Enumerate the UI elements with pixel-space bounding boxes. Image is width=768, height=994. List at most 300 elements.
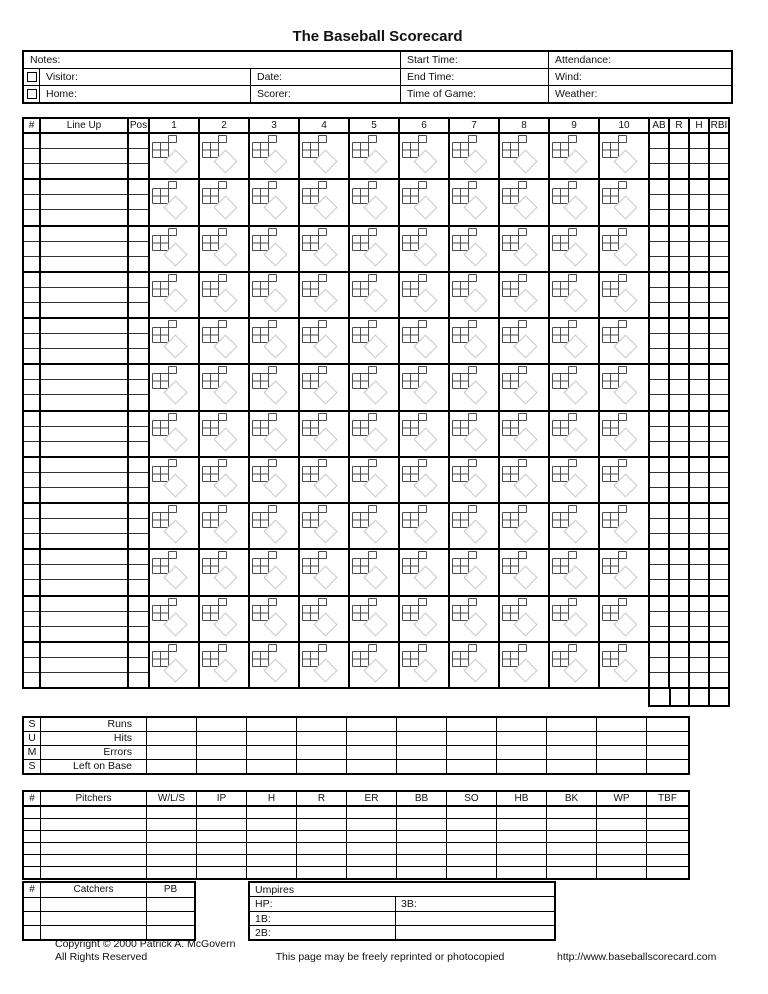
- stat-subcell[interactable]: [670, 657, 688, 672]
- inning-scoring-cell[interactable]: [398, 504, 448, 548]
- inning-scoring-cell[interactable]: [548, 134, 598, 178]
- inning-scoring-cell[interactable]: [248, 273, 298, 317]
- lineup-number-subcell[interactable]: [24, 209, 39, 224]
- inning-scoring-cell[interactable]: [348, 504, 398, 548]
- stat-subcell[interactable]: [650, 564, 668, 579]
- visitor-team-field[interactable]: Visitor:: [39, 69, 250, 85]
- stat-subcell[interactable]: [710, 134, 728, 148]
- sums-value-cell[interactable]: [146, 746, 196, 759]
- stat-subcell[interactable]: [670, 302, 688, 317]
- position-subcell[interactable]: [129, 550, 148, 564]
- sums-value-cell[interactable]: [346, 732, 396, 745]
- pitcher-number-cell[interactable]: [24, 855, 40, 866]
- umpire-1b-field[interactable]: 1B:: [255, 912, 271, 925]
- lineup-number-subcell[interactable]: [24, 227, 39, 241]
- umpire-3b-field[interactable]: 3B:: [395, 897, 554, 910]
- stat-subcell[interactable]: [690, 643, 708, 657]
- stat-subcell[interactable]: [690, 148, 708, 163]
- sums-value-cell[interactable]: [196, 732, 246, 745]
- stat-subcell[interactable]: [650, 611, 668, 626]
- inning-scoring-cell[interactable]: [298, 227, 348, 271]
- stat-subcell[interactable]: [650, 472, 668, 487]
- pitcher-stat-cell[interactable]: [346, 855, 396, 866]
- lineup-name-subcell[interactable]: [41, 611, 127, 626]
- lineup-number-subcell[interactable]: [24, 273, 39, 287]
- stat-subcell[interactable]: [710, 227, 728, 241]
- position-subcell[interactable]: [129, 148, 148, 163]
- stat-subcell[interactable]: [710, 550, 728, 564]
- inning-scoring-cell[interactable]: [498, 273, 548, 317]
- pitcher-stat-cell[interactable]: [646, 843, 688, 854]
- pitcher-stat-cell[interactable]: [196, 807, 246, 818]
- sums-value-cell[interactable]: [246, 746, 296, 759]
- lineup-name-subcell[interactable]: [41, 504, 127, 518]
- lineup-name-subcell[interactable]: [41, 163, 127, 178]
- pitcher-stat-cell[interactable]: [546, 867, 596, 878]
- stat-subcell[interactable]: [670, 209, 688, 224]
- lineup-number-subcell[interactable]: [24, 319, 39, 333]
- stat-subcell[interactable]: [670, 626, 688, 641]
- inning-scoring-cell[interactable]: [548, 180, 598, 224]
- stat-subcell[interactable]: [650, 394, 668, 409]
- position-subcell[interactable]: [129, 194, 148, 209]
- stat-subcell[interactable]: [710, 379, 728, 394]
- pitcher-stat-cell[interactable]: [596, 855, 646, 866]
- inning-scoring-cell[interactable]: [448, 412, 498, 456]
- pitcher-stat-cell[interactable]: [396, 855, 446, 866]
- inning-scoring-cell[interactable]: [448, 597, 498, 641]
- umpire-2b-field[interactable]: 2B:: [255, 926, 271, 939]
- stat-subcell[interactable]: [710, 256, 728, 271]
- stat-subcell[interactable]: [650, 579, 668, 594]
- inning-scoring-cell[interactable]: [498, 365, 548, 409]
- home-checkbox[interactable]: [27, 89, 37, 99]
- inning-scoring-cell[interactable]: [348, 643, 398, 687]
- lineup-number-subcell[interactable]: [24, 564, 39, 579]
- inning-scoring-cell[interactable]: [598, 180, 648, 224]
- inning-scoring-cell[interactable]: [548, 412, 598, 456]
- lineup-number-subcell[interactable]: [24, 611, 39, 626]
- pitcher-number-cell[interactable]: [24, 807, 40, 818]
- stat-subcell[interactable]: [670, 194, 688, 209]
- stat-subcell[interactable]: [650, 333, 668, 348]
- inning-scoring-cell[interactable]: [298, 550, 348, 594]
- inning-scoring-cell[interactable]: [248, 504, 298, 548]
- stat-subcell[interactable]: [690, 611, 708, 626]
- stat-subcell[interactable]: [690, 533, 708, 548]
- stat-subcell[interactable]: [650, 504, 668, 518]
- inning-scoring-cell[interactable]: [498, 180, 548, 224]
- inning-scoring-cell[interactable]: [398, 458, 448, 502]
- sums-value-cell[interactable]: [296, 760, 346, 773]
- sums-value-cell[interactable]: [496, 746, 546, 759]
- pitcher-stat-cell[interactable]: [146, 867, 196, 878]
- lineup-name-subcell[interactable]: [41, 518, 127, 533]
- lineup-number-subcell[interactable]: [24, 348, 39, 363]
- stat-subcell[interactable]: [690, 163, 708, 178]
- position-subcell[interactable]: [129, 672, 148, 687]
- lineup-name-subcell[interactable]: [41, 287, 127, 302]
- stat-subcell[interactable]: [650, 487, 668, 502]
- inning-scoring-cell[interactable]: [198, 319, 248, 363]
- lineup-name-subcell[interactable]: [41, 564, 127, 579]
- sums-value-cell[interactable]: [646, 718, 688, 731]
- inning-scoring-cell[interactable]: [498, 134, 548, 178]
- lineup-number-subcell[interactable]: [24, 487, 39, 502]
- sums-value-cell[interactable]: [346, 760, 396, 773]
- stat-subcell[interactable]: [690, 379, 708, 394]
- stat-subcell[interactable]: [690, 287, 708, 302]
- lineup-name-subcell[interactable]: [41, 379, 127, 394]
- inning-scoring-cell[interactable]: [598, 412, 648, 456]
- stat-subcell[interactable]: [650, 194, 668, 209]
- lineup-number-subcell[interactable]: [24, 579, 39, 594]
- inning-scoring-cell[interactable]: [148, 597, 198, 641]
- stat-subcell[interactable]: [710, 241, 728, 256]
- lineup-name-subcell[interactable]: [41, 302, 127, 317]
- lineup-name-subcell[interactable]: [41, 441, 127, 456]
- inning-scoring-cell[interactable]: [298, 273, 348, 317]
- pitcher-stat-cell[interactable]: [196, 819, 246, 830]
- pitcher-stat-cell[interactable]: [446, 843, 496, 854]
- stat-subcell[interactable]: [670, 241, 688, 256]
- sums-value-cell[interactable]: [546, 732, 596, 745]
- stat-subcell[interactable]: [650, 458, 668, 472]
- inning-scoring-cell[interactable]: [198, 643, 248, 687]
- inning-scoring-cell[interactable]: [248, 180, 298, 224]
- stat-subcell[interactable]: [670, 163, 688, 178]
- stat-subcell[interactable]: [650, 148, 668, 163]
- catcher-pb-cell[interactable]: [146, 912, 194, 925]
- lineup-number-subcell[interactable]: [24, 148, 39, 163]
- pitcher-name-cell[interactable]: [40, 855, 146, 866]
- stat-subcell[interactable]: [710, 579, 728, 594]
- pitcher-stat-cell[interactable]: [146, 807, 196, 818]
- stat-total-cell[interactable]: [708, 689, 728, 705]
- inning-scoring-cell[interactable]: [148, 412, 198, 456]
- inning-scoring-cell[interactable]: [148, 550, 198, 594]
- sums-value-cell[interactable]: [146, 760, 196, 773]
- pitcher-stat-cell[interactable]: [296, 831, 346, 842]
- lineup-number-subcell[interactable]: [24, 472, 39, 487]
- lineup-number-subcell[interactable]: [24, 643, 39, 657]
- inning-scoring-cell[interactable]: [348, 180, 398, 224]
- catcher-name-cell[interactable]: [40, 898, 146, 911]
- lineup-number-subcell[interactable]: [24, 134, 39, 148]
- inning-scoring-cell[interactable]: [148, 319, 198, 363]
- position-subcell[interactable]: [129, 348, 148, 363]
- lineup-name-subcell[interactable]: [41, 348, 127, 363]
- stat-subcell[interactable]: [710, 611, 728, 626]
- inning-scoring-cell[interactable]: [348, 273, 398, 317]
- position-subcell[interactable]: [129, 241, 148, 256]
- stat-subcell[interactable]: [690, 412, 708, 426]
- position-subcell[interactable]: [129, 209, 148, 224]
- sums-value-cell[interactable]: [446, 746, 496, 759]
- inning-scoring-cell[interactable]: [398, 180, 448, 224]
- stat-subcell[interactable]: [650, 518, 668, 533]
- stat-subcell[interactable]: [690, 441, 708, 456]
- stat-subcell[interactable]: [710, 319, 728, 333]
- stat-subcell[interactable]: [690, 256, 708, 271]
- stat-subcell[interactable]: [670, 504, 688, 518]
- stat-subcell[interactable]: [650, 379, 668, 394]
- pitcher-number-cell[interactable]: [24, 843, 40, 854]
- lineup-name-subcell[interactable]: [41, 365, 127, 379]
- inning-scoring-cell[interactable]: [548, 365, 598, 409]
- inning-scoring-cell[interactable]: [398, 550, 448, 594]
- pitcher-stat-cell[interactable]: [396, 843, 446, 854]
- inning-scoring-cell[interactable]: [598, 597, 648, 641]
- stat-subcell[interactable]: [650, 672, 668, 687]
- lineup-name-subcell[interactable]: [41, 458, 127, 472]
- sums-value-cell[interactable]: [496, 760, 546, 773]
- inning-scoring-cell[interactable]: [398, 227, 448, 271]
- position-subcell[interactable]: [129, 333, 148, 348]
- inning-scoring-cell[interactable]: [198, 365, 248, 409]
- pitcher-stat-cell[interactable]: [446, 867, 496, 878]
- stat-subcell[interactable]: [690, 458, 708, 472]
- inning-scoring-cell[interactable]: [398, 273, 448, 317]
- stat-subcell[interactable]: [710, 626, 728, 641]
- inning-scoring-cell[interactable]: [548, 550, 598, 594]
- lineup-number-subcell[interactable]: [24, 672, 39, 687]
- pitcher-stat-cell[interactable]: [546, 831, 596, 842]
- lineup-name-subcell[interactable]: [41, 533, 127, 548]
- pitcher-number-cell[interactable]: [24, 819, 40, 830]
- lineup-number-subcell[interactable]: [24, 287, 39, 302]
- pitcher-stat-cell[interactable]: [496, 819, 546, 830]
- inning-scoring-cell[interactable]: [598, 365, 648, 409]
- stat-subcell[interactable]: [690, 657, 708, 672]
- sums-value-cell[interactable]: [596, 746, 646, 759]
- sums-value-cell[interactable]: [646, 746, 688, 759]
- lineup-name-subcell[interactable]: [41, 134, 127, 148]
- inning-scoring-cell[interactable]: [248, 412, 298, 456]
- stat-subcell[interactable]: [710, 672, 728, 687]
- inning-scoring-cell[interactable]: [498, 458, 548, 502]
- stat-subcell[interactable]: [650, 134, 668, 148]
- stat-subcell[interactable]: [670, 227, 688, 241]
- lineup-number-subcell[interactable]: [24, 394, 39, 409]
- position-subcell[interactable]: [129, 379, 148, 394]
- sums-value-cell[interactable]: [396, 718, 446, 731]
- inning-scoring-cell[interactable]: [448, 504, 498, 548]
- pitcher-stat-cell[interactable]: [646, 867, 688, 878]
- inning-scoring-cell[interactable]: [398, 365, 448, 409]
- stat-subcell[interactable]: [690, 564, 708, 579]
- position-subcell[interactable]: [129, 163, 148, 178]
- pitcher-stat-cell[interactable]: [546, 855, 596, 866]
- inning-scoring-cell[interactable]: [548, 597, 598, 641]
- pitcher-number-cell[interactable]: [24, 867, 40, 878]
- stat-subcell[interactable]: [690, 394, 708, 409]
- stat-subcell[interactable]: [690, 134, 708, 148]
- sums-value-cell[interactable]: [246, 760, 296, 773]
- inning-scoring-cell[interactable]: [198, 134, 248, 178]
- pitcher-stat-cell[interactable]: [346, 819, 396, 830]
- stat-subcell[interactable]: [690, 579, 708, 594]
- inning-scoring-cell[interactable]: [348, 134, 398, 178]
- pitcher-stat-cell[interactable]: [446, 831, 496, 842]
- lineup-number-subcell[interactable]: [24, 504, 39, 518]
- pitcher-stat-cell[interactable]: [146, 843, 196, 854]
- catcher-number-cell[interactable]: [24, 926, 40, 939]
- lineup-number-subcell[interactable]: [24, 412, 39, 426]
- sums-value-cell[interactable]: [496, 732, 546, 745]
- lineup-name-subcell[interactable]: [41, 643, 127, 657]
- stat-subcell[interactable]: [650, 412, 668, 426]
- stat-subcell[interactable]: [670, 412, 688, 426]
- lineup-name-subcell[interactable]: [41, 579, 127, 594]
- inning-scoring-cell[interactable]: [148, 227, 198, 271]
- catcher-number-cell[interactable]: [24, 898, 40, 911]
- pitcher-name-cell[interactable]: [40, 819, 146, 830]
- inning-scoring-cell[interactable]: [298, 365, 348, 409]
- lineup-name-subcell[interactable]: [41, 394, 127, 409]
- pitcher-stat-cell[interactable]: [496, 855, 546, 866]
- sums-value-cell[interactable]: [196, 760, 246, 773]
- pitcher-stat-cell[interactable]: [196, 843, 246, 854]
- inning-scoring-cell[interactable]: [598, 134, 648, 178]
- stat-subcell[interactable]: [650, 241, 668, 256]
- inning-scoring-cell[interactable]: [298, 504, 348, 548]
- inning-scoring-cell[interactable]: [248, 597, 298, 641]
- inning-scoring-cell[interactable]: [298, 319, 348, 363]
- position-subcell[interactable]: [129, 533, 148, 548]
- position-subcell[interactable]: [129, 579, 148, 594]
- stat-subcell[interactable]: [690, 672, 708, 687]
- position-subcell[interactable]: [129, 657, 148, 672]
- lineup-name-subcell[interactable]: [41, 626, 127, 641]
- stat-subcell[interactable]: [670, 472, 688, 487]
- stat-subcell[interactable]: [710, 394, 728, 409]
- pitcher-name-cell[interactable]: [40, 843, 146, 854]
- inning-scoring-cell[interactable]: [348, 412, 398, 456]
- inning-scoring-cell[interactable]: [498, 319, 548, 363]
- sums-value-cell[interactable]: [646, 732, 688, 745]
- stat-subcell[interactable]: [670, 333, 688, 348]
- stat-subcell[interactable]: [670, 426, 688, 441]
- umpire-1b-extra-cell[interactable]: [395, 912, 554, 925]
- position-subcell[interactable]: [129, 302, 148, 317]
- inning-scoring-cell[interactable]: [448, 134, 498, 178]
- sums-value-cell[interactable]: [596, 732, 646, 745]
- sums-value-cell[interactable]: [446, 718, 496, 731]
- position-subcell[interactable]: [129, 426, 148, 441]
- website-link[interactable]: http://www.baseballscorecard.com: [557, 951, 717, 963]
- lineup-name-subcell[interactable]: [41, 426, 127, 441]
- inning-scoring-cell[interactable]: [348, 365, 398, 409]
- inning-scoring-cell[interactable]: [198, 550, 248, 594]
- inning-scoring-cell[interactable]: [448, 458, 498, 502]
- umpire-2b-extra-cell[interactable]: [395, 926, 554, 939]
- inning-scoring-cell[interactable]: [298, 597, 348, 641]
- pitcher-stat-cell[interactable]: [496, 807, 546, 818]
- pitcher-stat-cell[interactable]: [346, 867, 396, 878]
- lineup-number-subcell[interactable]: [24, 426, 39, 441]
- pitcher-stat-cell[interactable]: [496, 843, 546, 854]
- position-subcell[interactable]: [129, 518, 148, 533]
- stat-subcell[interactable]: [650, 319, 668, 333]
- lineup-number-subcell[interactable]: [24, 550, 39, 564]
- inning-scoring-cell[interactable]: [248, 227, 298, 271]
- stat-subcell[interactable]: [690, 348, 708, 363]
- date-field[interactable]: Date:: [250, 69, 400, 85]
- inning-scoring-cell[interactable]: [448, 550, 498, 594]
- inning-scoring-cell[interactable]: [348, 227, 398, 271]
- stat-subcell[interactable]: [710, 504, 728, 518]
- pitcher-stat-cell[interactable]: [646, 855, 688, 866]
- pitcher-stat-cell[interactable]: [396, 831, 446, 842]
- inning-scoring-cell[interactable]: [548, 319, 598, 363]
- stat-subcell[interactable]: [690, 333, 708, 348]
- stat-subcell[interactable]: [690, 273, 708, 287]
- stat-subcell[interactable]: [670, 564, 688, 579]
- position-subcell[interactable]: [129, 643, 148, 657]
- lineup-name-subcell[interactable]: [41, 550, 127, 564]
- sums-value-cell[interactable]: [446, 760, 496, 773]
- pitcher-stat-cell[interactable]: [196, 855, 246, 866]
- stat-subcell[interactable]: [710, 180, 728, 194]
- sums-value-cell[interactable]: [396, 746, 446, 759]
- stat-subcell[interactable]: [670, 256, 688, 271]
- stat-subcell[interactable]: [670, 180, 688, 194]
- stat-subcell[interactable]: [650, 365, 668, 379]
- inning-scoring-cell[interactable]: [148, 273, 198, 317]
- stat-subcell[interactable]: [670, 319, 688, 333]
- lineup-number-subcell[interactable]: [24, 379, 39, 394]
- inning-scoring-cell[interactable]: [198, 458, 248, 502]
- position-subcell[interactable]: [129, 365, 148, 379]
- pitcher-stat-cell[interactable]: [196, 831, 246, 842]
- pitcher-stat-cell[interactable]: [296, 819, 346, 830]
- stat-subcell[interactable]: [710, 487, 728, 502]
- inning-scoring-cell[interactable]: [498, 412, 548, 456]
- position-subcell[interactable]: [129, 564, 148, 579]
- inning-scoring-cell[interactable]: [498, 227, 548, 271]
- pitcher-stat-cell[interactable]: [396, 807, 446, 818]
- sums-value-cell[interactable]: [496, 718, 546, 731]
- position-subcell[interactable]: [129, 273, 148, 287]
- pitcher-stat-cell[interactable]: [546, 807, 596, 818]
- stat-subcell[interactable]: [650, 657, 668, 672]
- stat-subcell[interactable]: [710, 148, 728, 163]
- lineup-number-subcell[interactable]: [24, 302, 39, 317]
- position-subcell[interactable]: [129, 626, 148, 641]
- stat-subcell[interactable]: [670, 441, 688, 456]
- pitcher-stat-cell[interactable]: [246, 831, 296, 842]
- stat-subcell[interactable]: [670, 611, 688, 626]
- stat-subcell[interactable]: [710, 302, 728, 317]
- inning-scoring-cell[interactable]: [148, 504, 198, 548]
- pitcher-stat-cell[interactable]: [196, 867, 246, 878]
- stat-subcell[interactable]: [690, 426, 708, 441]
- stat-subcell[interactable]: [670, 518, 688, 533]
- stat-subcell[interactable]: [670, 672, 688, 687]
- sums-value-cell[interactable]: [596, 760, 646, 773]
- inning-scoring-cell[interactable]: [398, 319, 448, 363]
- sums-value-cell[interactable]: [396, 760, 446, 773]
- inning-scoring-cell[interactable]: [398, 597, 448, 641]
- pitcher-stat-cell[interactable]: [446, 807, 496, 818]
- position-subcell[interactable]: [129, 287, 148, 302]
- visitor-checkbox[interactable]: [27, 72, 37, 82]
- inning-scoring-cell[interactable]: [298, 412, 348, 456]
- inning-scoring-cell[interactable]: [248, 643, 298, 687]
- lineup-name-subcell[interactable]: [41, 148, 127, 163]
- lineup-name-subcell[interactable]: [41, 180, 127, 194]
